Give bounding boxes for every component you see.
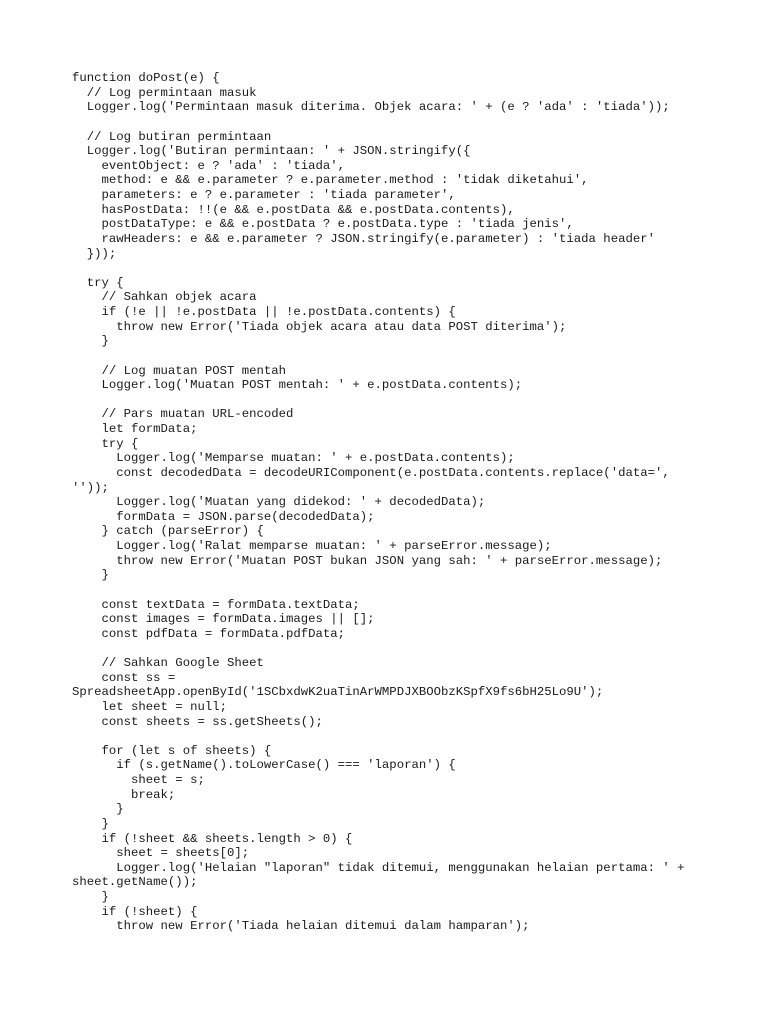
code-line: sheet = s; — [72, 773, 205, 787]
code-line: Logger.log('Ralat memparse muatan: ' + parseError.message); — [72, 539, 552, 553]
code-line: '')); — [72, 480, 109, 495]
code-line: rawHeaders: e && e.parameter ? JSON.stringify(e.parameter) : 'tiada header' — [72, 231, 655, 246]
code-line: throw new Error('Muatan POST bukan JSON yang sah: ' + parseError.message); — [72, 553, 663, 568]
code-line: for (let s of sheets) { — [72, 743, 272, 758]
code-line — [72, 641, 732, 656]
code-line: throw new Error('Tiada objek acara atau data POST diterima'); — [72, 319, 567, 334]
code-line: Logger.log('Butiran permintaan: ' + JSON.stringify({ — [72, 144, 471, 159]
code-line: } — [72, 816, 109, 831]
code-line: hasPostData: !!(e && e.postData && e.postData.contents), — [72, 202, 515, 217]
code-line: Logger.log('Helaian "laporan" tidak ditemui, menggunakan helaian pertama: ' + — [72, 860, 685, 875]
code-line: } catch (parseError) { — [72, 524, 264, 539]
code-line: if (!sheet && sheets.length > 0) { — [72, 831, 353, 846]
code-line: Logger.log('Muatan POST mentah: ' + e.postData.contents); — [72, 378, 523, 393]
code-line: })); — [72, 246, 117, 261]
code-line: eventObject: e ? 'ada' : 'tiada', — [72, 158, 346, 173]
code-line: // Pars muatan URL-encoded — [72, 407, 294, 422]
code-line: throw new Error('Tiada helaian ditemui dalam hamparan'); — [72, 919, 530, 934]
code-block — [72, 71, 732, 934]
code-line: postDataType: e && e.postData ? e.postData.type : 'tiada jenis', — [72, 217, 574, 232]
code-line — [72, 393, 732, 408]
code-line: sheet = sheets[0]; — [72, 846, 250, 861]
code-line: try { — [72, 275, 124, 290]
code-line: let sheet = null; — [72, 699, 227, 714]
code-line: const ss = — [72, 670, 176, 685]
code-line — [72, 261, 732, 276]
code-line: Logger.log('Muatan yang didekod: ' + decodedData); — [72, 495, 486, 510]
code-line: parameters: e ? e.parameter : 'tiada parameter', — [72, 188, 456, 202]
code-line: } — [72, 802, 124, 817]
code-line: break; — [72, 787, 176, 802]
code-line: // Log butiran permintaan — [72, 129, 272, 144]
code-line: } — [72, 568, 109, 583]
code-line: const textData = formData.textData; — [72, 597, 360, 612]
code-line: // Log muatan POST mentah — [72, 363, 287, 378]
code-line: // Sahkan Google Sheet — [72, 656, 264, 670]
code-line: Logger.log('Permintaan masuk diterima. Objek acara: ' + (e ? 'ada' : 'tiada')); — [72, 100, 670, 115]
code-line — [72, 583, 732, 598]
code-line: if (!sheet) { — [72, 904, 198, 919]
code-line: } — [72, 334, 109, 349]
code-line — [72, 115, 732, 130]
code-line: function doPost(e) { — [72, 71, 220, 85]
code-line: const pdfData = formData.pdfData; — [72, 626, 346, 641]
code-line — [72, 729, 732, 744]
code-line: // Sahkan objek acara — [72, 290, 257, 305]
code-line: let formData; — [72, 422, 198, 436]
code-line: const images = formData.images || []; — [72, 612, 375, 627]
code-line: if (!e || !e.postData || !e.postData.contents) { — [72, 305, 456, 319]
code-line: } — [72, 890, 109, 904]
code-line — [72, 349, 732, 364]
code-line: // Log permintaan masuk — [72, 85, 257, 100]
code-line: Logger.log('Memparse muatan: ' + e.postData.contents); — [72, 451, 515, 466]
code-line: formData = JSON.parse(decodedData); — [72, 509, 375, 524]
code-line: const decodedData = decodeURIComponent(e.postData.contents.replace('data=', — [72, 465, 670, 480]
code-line: const sheets = ss.getSheets(); — [72, 714, 323, 729]
code-line: if (s.getName().toLowerCase() === 'laporan') { — [72, 758, 456, 773]
code-line: SpreadsheetApp.openById('1SCbxdwK2uaTinArWMPDJXBOObzKSpfX9fs6bH25Lo9U'); — [72, 685, 604, 700]
code-line: sheet.getName()); — [72, 875, 198, 890]
code-line: try { — [72, 436, 139, 451]
code-line: method: e && e.parameter ? e.parameter.method : 'tidak diketahui', — [72, 173, 589, 188]
